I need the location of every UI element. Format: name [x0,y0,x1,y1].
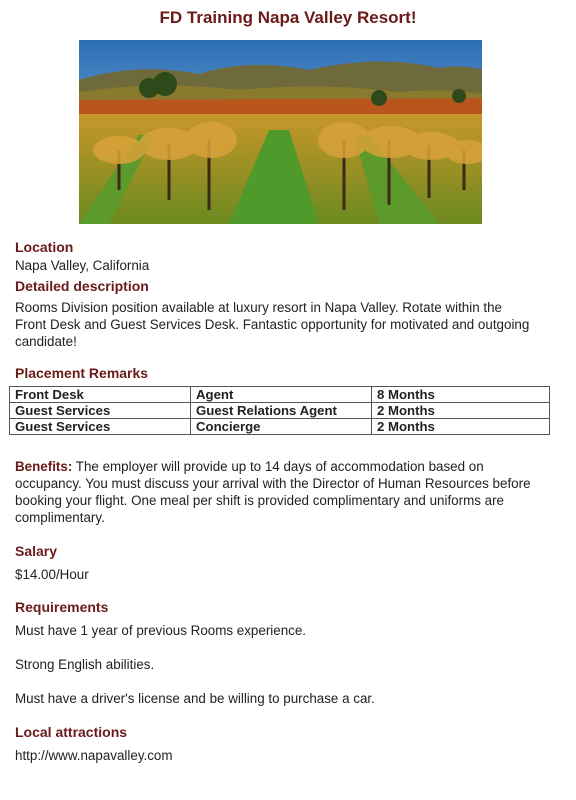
table-row [10,387,550,403]
benefits-label: Benefits: [15,459,73,474]
table-cell: Guest Services [10,403,191,419]
location-heading: Location [15,239,74,255]
placement-heading: Placement Remarks [15,365,149,381]
table-row [10,419,550,435]
description-text: Rooms Division position available at luxury resort in Napa Valley. Rotate within the Front Desk and Guest Services Desk. Fantastic opportunity for motivated and outgoing candidate! [15,300,530,349]
requirement-item: Must have 1 year of previous Rooms experience. [15,623,307,638]
table-cell: Guest Services [10,419,191,435]
benefits-text: The employer will provide up to 14 days of accommodation based on occupancy. You must discuss your arrival with the Director of Human Resources before booking your flight. One meal per shift is provided complimentary and uniforms are complimentary. [15,459,531,525]
description-heading: Detailed description [15,278,149,294]
page-title: FD Training Napa Valley Resort! [159,8,417,27]
salary-value: $14.00/Hour [15,567,89,582]
table-row [10,403,550,419]
location-value: Napa Valley, California [15,258,150,273]
requirement-item: Must have a driver's license and be willing to purchase a car. [15,691,375,706]
requirement-item: Strong English abilities. [15,657,155,672]
table-cell: 8 Months [372,387,550,403]
benefits-paragraph [15,458,540,526]
attractions-heading: Local attractions [15,724,128,740]
attractions-link[interactable]: http://www.napavalley.com [15,748,173,763]
table-cell: Guest Relations Agent [191,403,372,419]
vineyard-photo [79,40,482,224]
requirements-heading: Requirements [15,599,109,615]
table-cell: Concierge [191,419,372,435]
table-cell: 2 Months [372,403,550,419]
table-cell: Agent [191,387,372,403]
placement-table [9,386,550,435]
table-cell: Front Desk [10,387,191,403]
salary-heading: Salary [15,543,58,559]
table-cell: 2 Months [372,419,550,435]
